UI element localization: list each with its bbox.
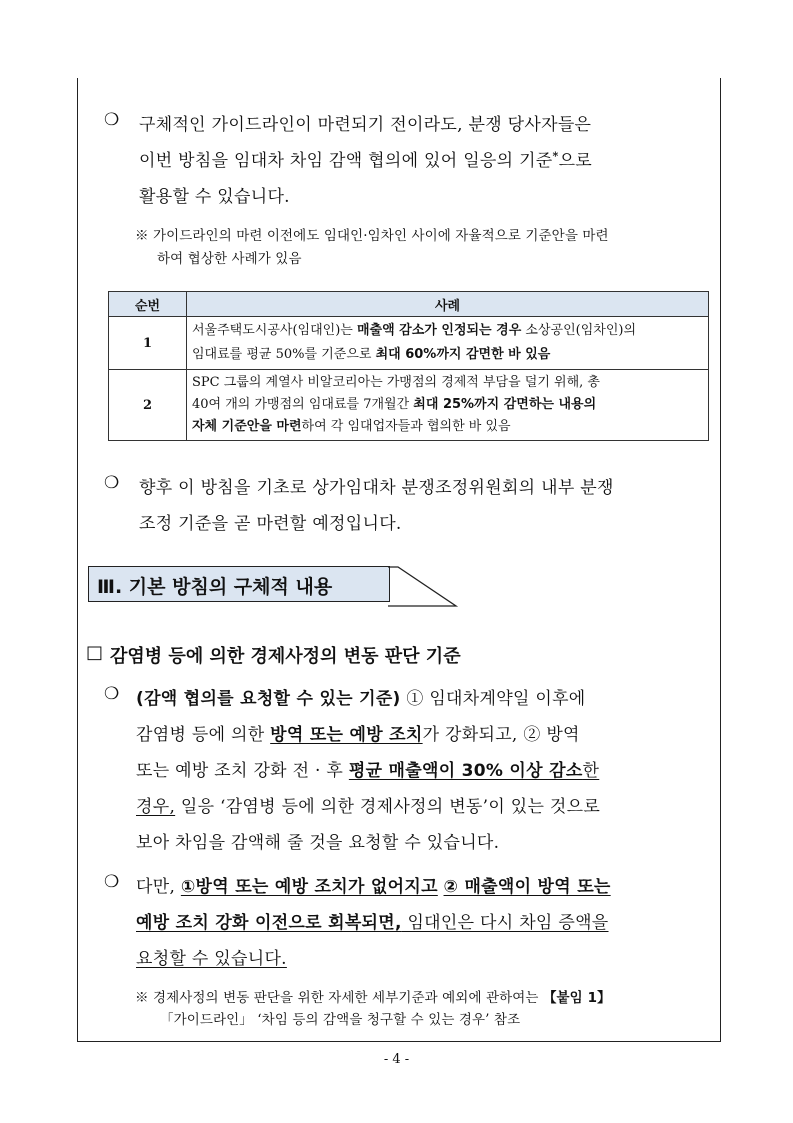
table-header: 순번 — [109, 292, 187, 317]
paragraph-line: (감액 협의를 요청할 수 있는 기준) ① 임대차계약일 이후에 — [136, 689, 586, 709]
section-tab-shape — [388, 566, 460, 608]
table-row — [109, 370, 709, 441]
paragraph-line: 보아 차임을 감액해 줄 것을 요청할 수 있습니다. — [136, 833, 500, 853]
table-cell-num: 2 — [109, 370, 187, 441]
paragraph-line: 이번 방침을 임대차 차임 감액 협의에 있어 일응의 기준*으로 — [139, 149, 593, 171]
subheading: 감염병 등에 의한 경제사정의 변동 판단 기준 — [110, 646, 461, 667]
table-cell-text: SPC 그룹의 계열사 비알코리아는 가맹점의 경제적 부담을 덜기 위해, 총 40여 개의 가맹점의 임대료를 7개월간 최대 25%까지 감면하는 내용의 자체 기준안을 마련하여 각 임대업자들과 협의한 바 있음 — [187, 370, 709, 441]
paragraph-line: 예방 조치 강화 이전으로 회복되면, 임대인은 다시 차임 증액을 — [136, 913, 609, 933]
table-header: 사례 — [187, 292, 709, 317]
bullet-icon: ❍ — [104, 473, 120, 493]
paragraph-line: 구체적인 가이드라인이 마련되기 전이라도, 분쟁 당사자들은 — [139, 115, 592, 135]
page-number: - 4 - — [383, 1052, 410, 1067]
paragraph-line: 요청할 수 있습니다. — [136, 949, 287, 969]
paragraph-line: 활용할 수 있습니다. — [139, 187, 290, 207]
paragraph-line: 향후 이 방침을 기초로 상가임대차 분쟁조정위원회의 내부 분쟁 — [139, 478, 614, 498]
table-cell-num: 1 — [109, 317, 187, 370]
bullet-icon: ❍ — [104, 684, 120, 704]
section-header — [88, 566, 390, 602]
note-line: ※ 경제사정의 변동 판단을 위한 자세한 세부기준과 예외에 관하여는 【붙임 1】 — [135, 990, 611, 1006]
table-row — [109, 317, 709, 370]
note-line: 「가이드라인」 ‘차임 등의 감액을 청구할 수 있는 경우’ 참조 — [160, 1012, 521, 1028]
cases-table — [108, 291, 709, 441]
paragraph-line: 경우, 일응 ‘감염병 등에 의한 경제사정의 변동’이 있는 것으로 — [136, 797, 601, 817]
paragraph-line: 다만, ①방역 또는 예방 조치가 없어지고 ② 매출액이 방역 또는 — [136, 877, 611, 897]
paragraph-line: 조정 기준을 곧 마련할 예정입니다. — [139, 514, 402, 534]
bullet-icon: ❍ — [104, 872, 120, 892]
note-line: 하여 협상한 사례가 있음 — [157, 251, 302, 267]
paragraph-line: 또는 예방 조치 강화 전 · 후 평균 매출액이 30% 이상 감소한 — [136, 761, 600, 781]
note-line: ※ 가이드라인의 마련 이전에도 임대인·임차인 사이에 자율적으로 기준안을 마련 — [135, 228, 609, 244]
table-cell-text: 서울주택도시공사(임대인)는 매출액 감소가 인정되는 경우 소상공인(임차인)의 임대료를 평균 50%를 기준으로 최대 60%까지 감면한 바 있음 — [187, 317, 709, 370]
section-title: Ⅲ. 기본 방침의 구체적 내용 — [97, 576, 333, 598]
page-frame — [77, 78, 721, 1042]
paragraph-line: 감염병 등에 의한 방역 또는 예방 조치가 강화되고, ② 방역 — [136, 725, 580, 745]
checkbox-icon: □ — [86, 642, 104, 663]
bullet-icon: ❍ — [104, 110, 120, 130]
